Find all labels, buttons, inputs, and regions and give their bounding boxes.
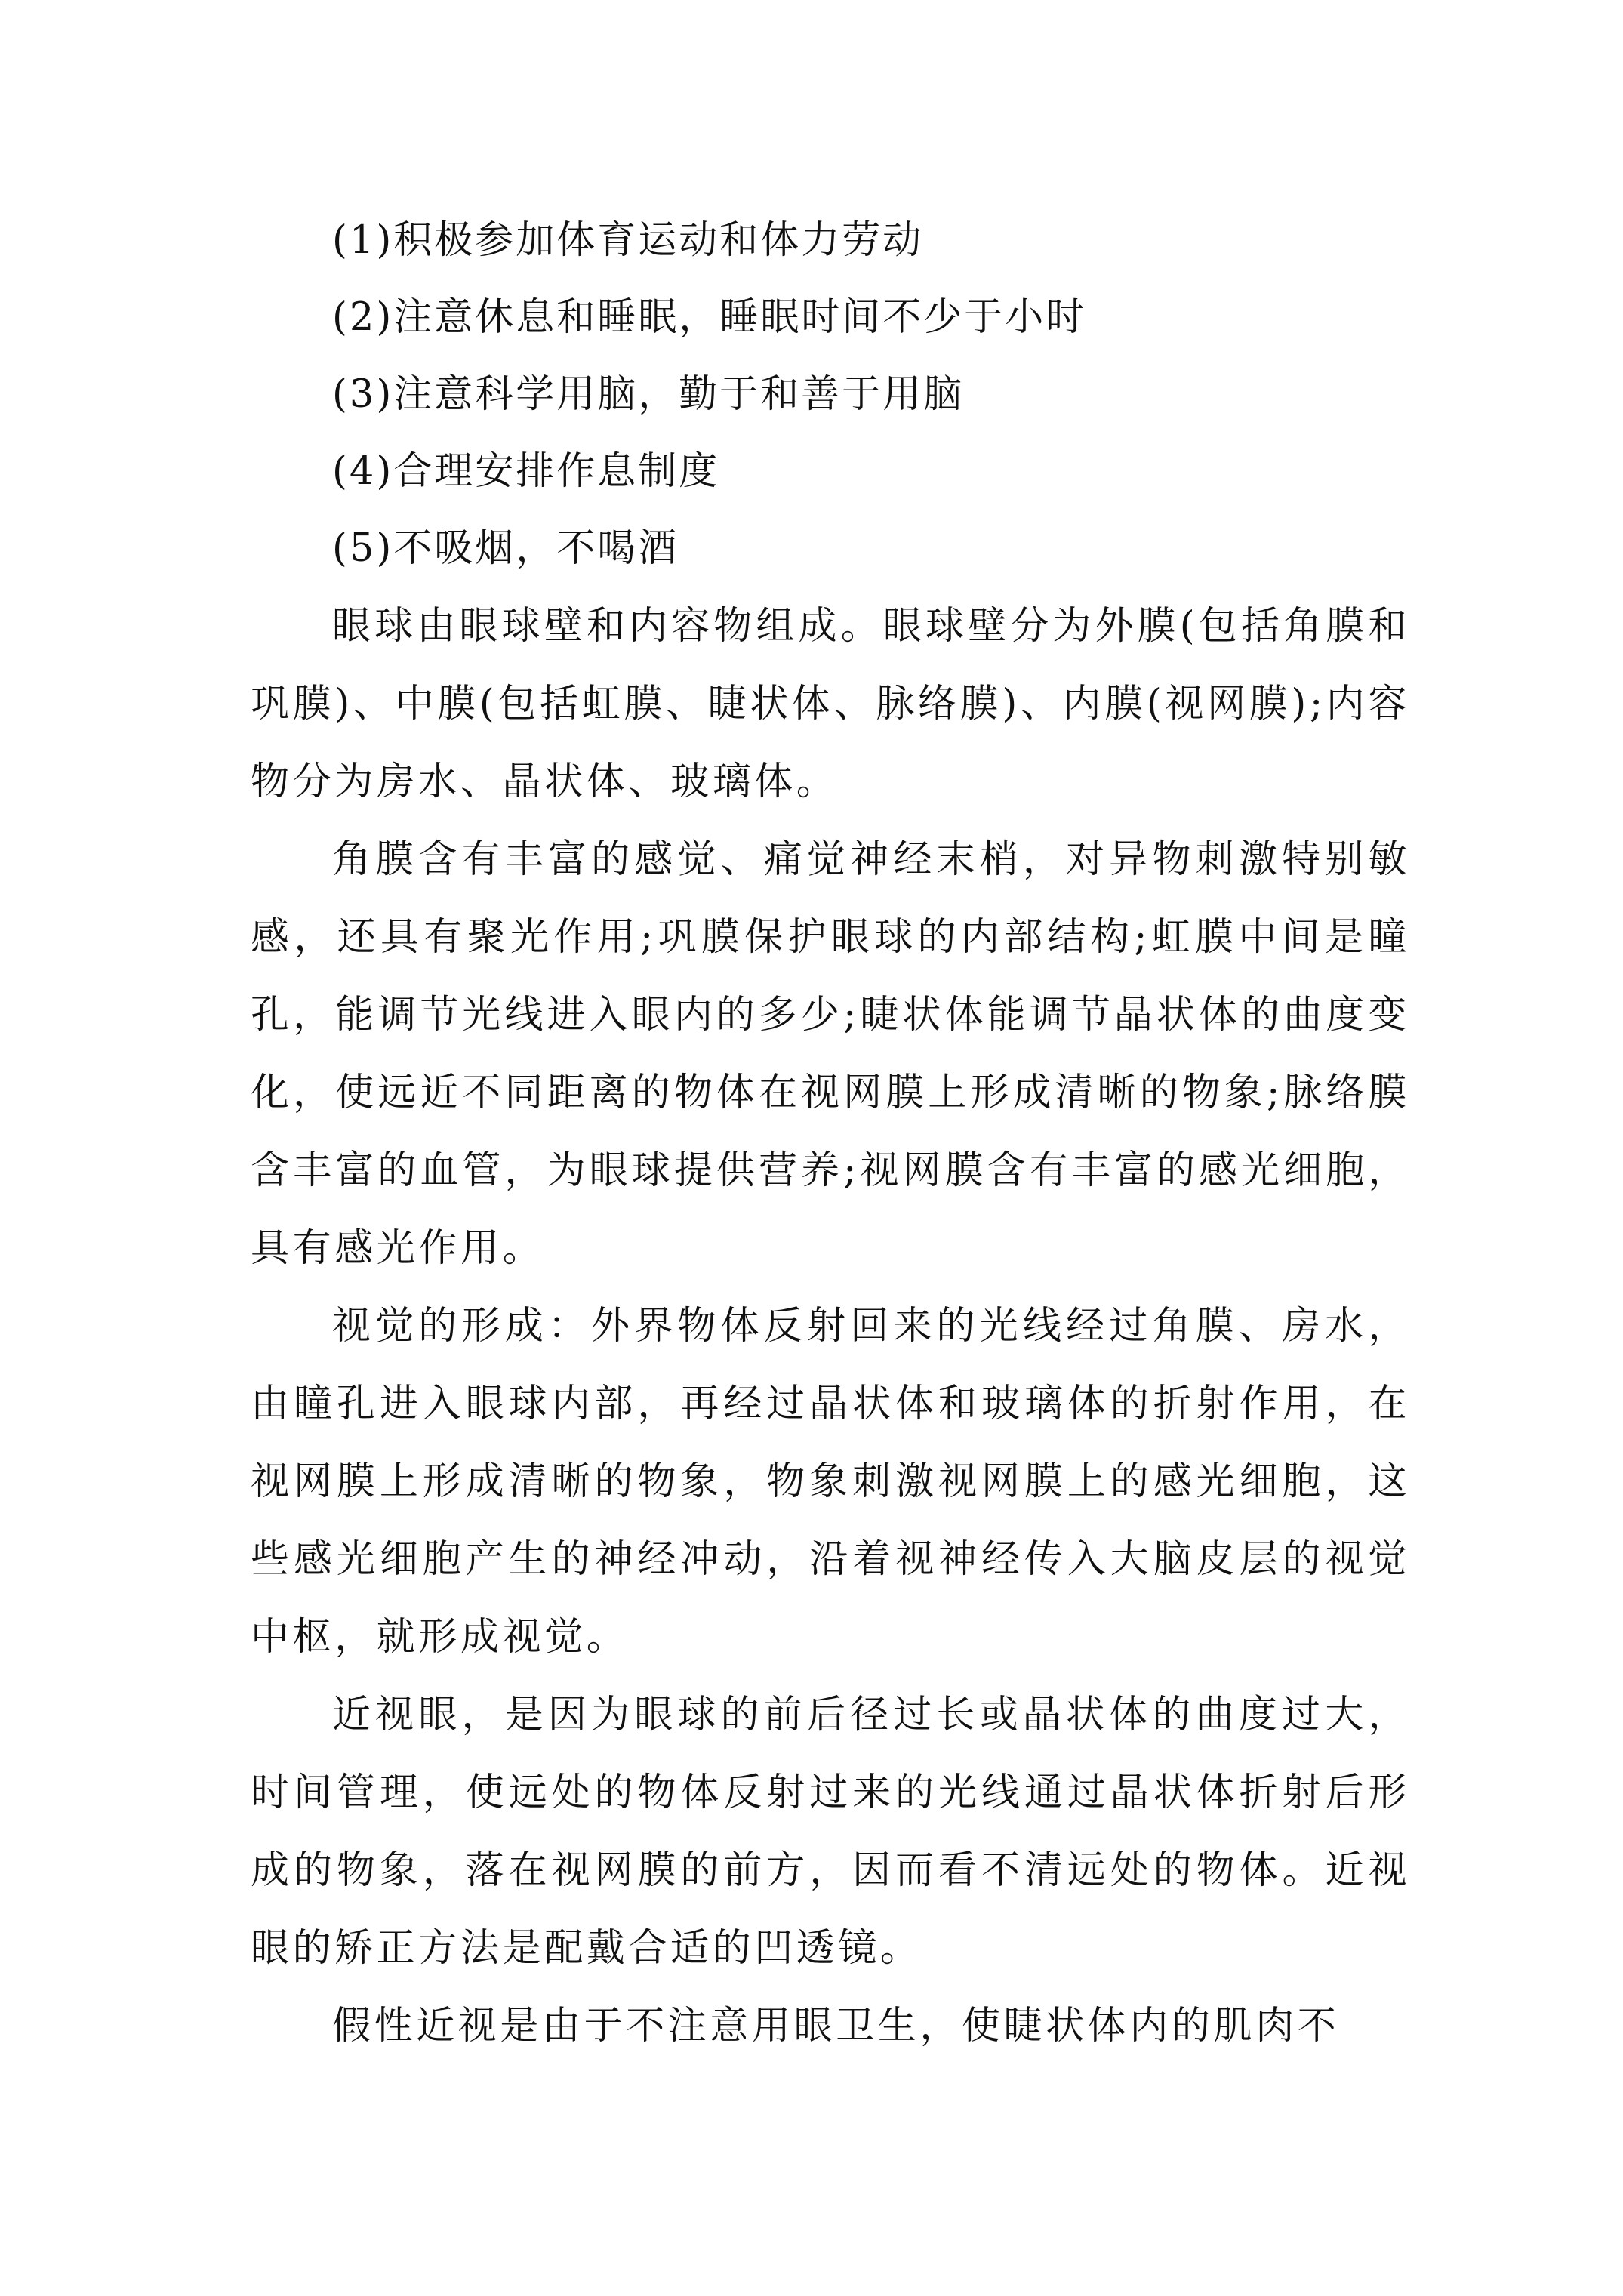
list-item: (5)不吸烟，不喝酒 bbox=[332, 526, 679, 571]
paragraph-pseudo-myopia: 假性近视是由于不注意用眼卫生，使睫状体内的肌肉不 bbox=[332, 2004, 1340, 2048]
paragraph-myopia: 近视眼，是因为眼球的前后径过长或晶状体的曲度过大，时间管理，使远处的物体反射过来的光线通过晶状体折射后形成的物象，落在视网膜的前方，因而看不清远处的物体。近视眼的矫正方法是配戴合适的凹透镜。 bbox=[251, 1693, 1410, 1971]
paragraph-eye-parts-function: 角膜含有丰富的感觉、痛觉神经末梢，对异物刺激特别敏感，还具有聚光作用;巩膜保护眼球的内部结构;虹膜中间是瞳孔，能调节光线进入眼内的多少;睫状体能调节晶状体的曲度变化，使远近不同距离的物体在视网膜上形成清晰的物象;脉络膜含丰富的血管，为眼球提供营养;视网膜含有丰富的感光细胞，具有感光作用。 bbox=[251, 837, 1410, 1271]
list-item: (3)注意科学用脑，勤于和善于用脑 bbox=[332, 372, 965, 417]
list-item: (4)合理安排作息制度 bbox=[332, 449, 720, 494]
paragraph-vision-formation: 视觉的形成：外界物体反射回来的光线经过角膜、房水，由瞳孔进入眼球内部，再经过晶状体和玻璃体的折射作用，在视网膜上形成清晰的物象，物象刺激视网膜上的感光细胞，这些感光细胞产生的神经冲动，沿着视神经传入大脑皮层的视觉中枢，就形成视觉。 bbox=[251, 1304, 1410, 1660]
list-item: (2)注意休息和睡眠，睡眠时间不少于小时 bbox=[332, 295, 1087, 340]
paragraph-eyeball-structure: 眼球由眼球壁和内容物组成。眼球壁分为外膜(包括角膜和巩膜)、中膜(包括虹膜、睫状体、脉络膜)、内膜(视网膜);内容物分为房水、晶状体、玻璃体。 bbox=[251, 604, 1410, 804]
list-item: (1)积极参加体育运动和体力劳动 bbox=[332, 218, 924, 263]
document-body bbox=[251, 202, 1410, 2065]
